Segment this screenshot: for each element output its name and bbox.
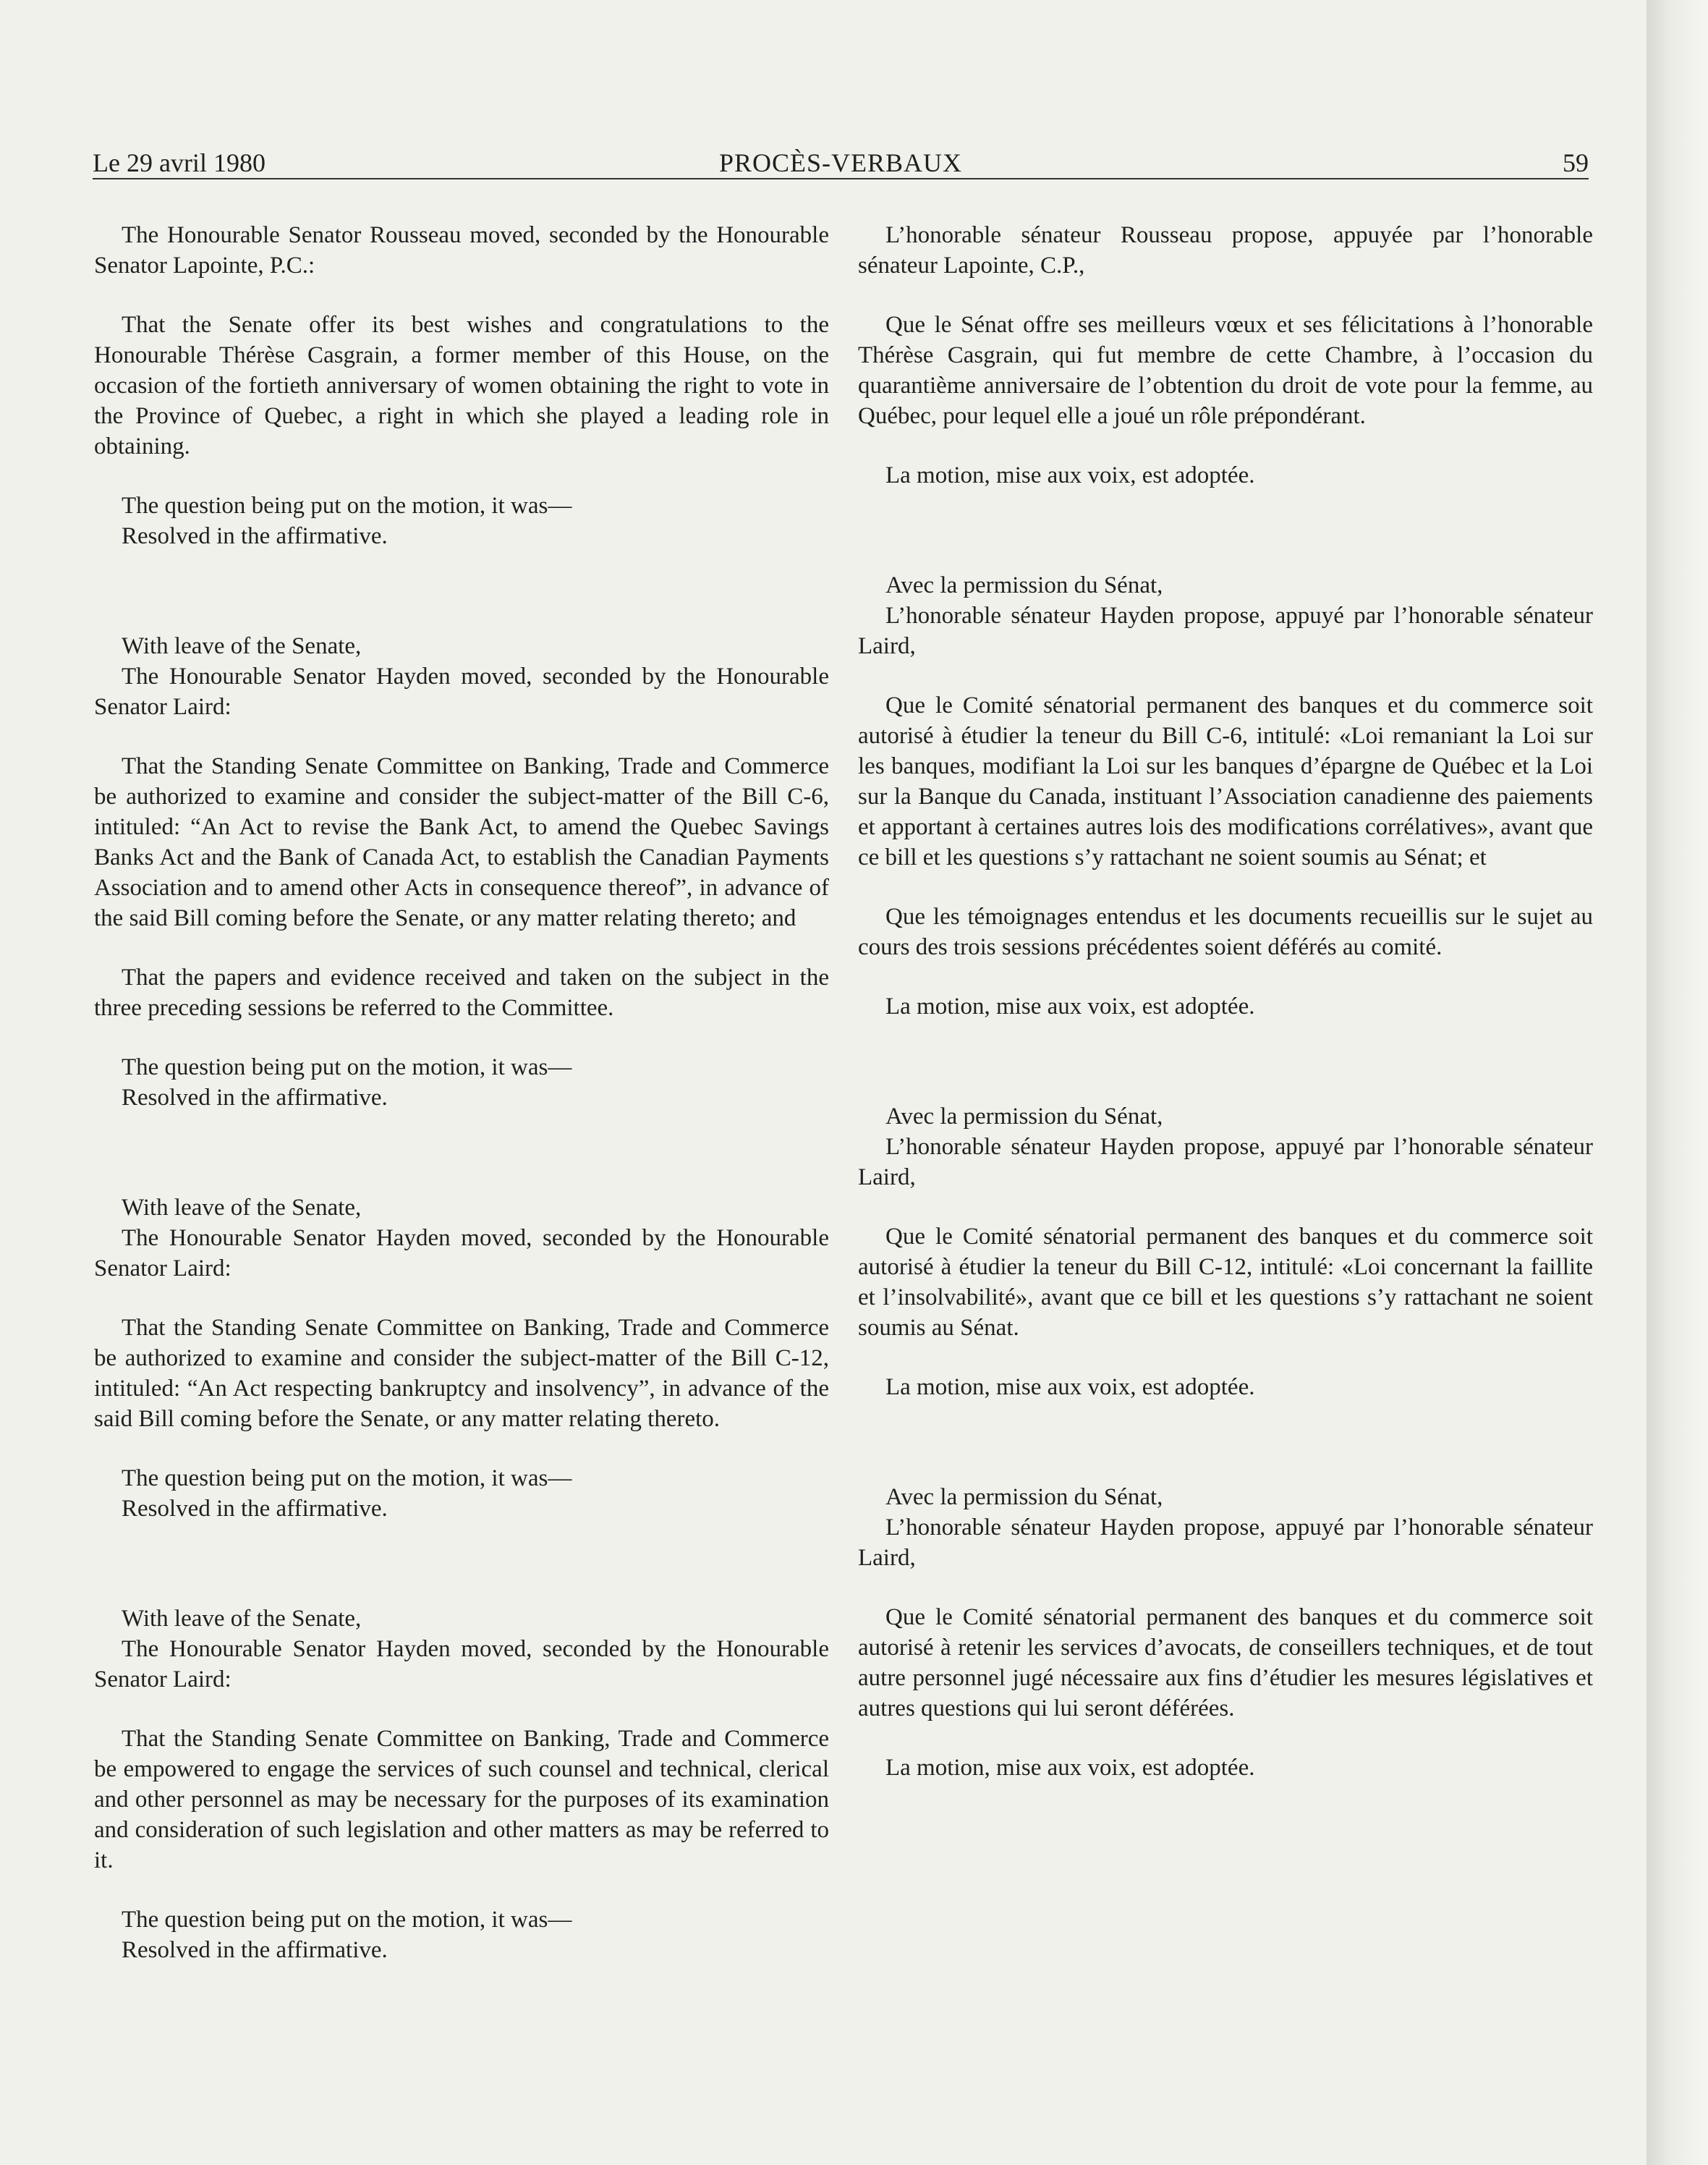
- motion-text-fr: Que le Comité sénatorial permanent des banques et du commerce soit autorisé à étudier la teneur du Bill C-12, intitulé: «Loi concernant la faillite et l’insolvabilité», avant que ce bill et les questions s’y rattachant ne soient soumis au Sénat.: [858, 1224, 1593, 1341]
- motion-text: That the Standing Senate Committee on Banking, Trade and Commerce be empowered to engage the services of such counsel and technical, clerical and other personnel as may be necessary for the purposes of its examination and consideration of such legislation and other matters as may be referred to it.: [94, 1726, 829, 1873]
- motion-text: That the Senate offer its best wishes and congratulations to the Honourable Thérèse Casgrain, a former member of this House, on the occasion of the fortieth anniversary of women obtaining the right to vote in the Province of Quebec, a right in which she played a leading role in obtaining.: [94, 312, 829, 459]
- adoption-line-fr: La motion, mise aux voix, est adoptée.: [885, 1755, 1255, 1781]
- leave-line-fr: Avec la permission du Sénat,: [885, 572, 1163, 598]
- motion-intro: The Honourable Senator Hayden moved, seconded by the Honourable Senator Laird:: [94, 1225, 829, 1281]
- leave-line-fr: Avec la permission du Sénat,: [885, 1103, 1163, 1130]
- adoption-line-fr: La motion, mise aux voix, est adoptée.: [885, 462, 1255, 488]
- question-line: The question being put on the motion, it was—: [122, 1465, 572, 1491]
- motion-intro: The Honourable Senator Hayden moved, seconded by the Honourable Senator Laird:: [94, 1636, 829, 1692]
- resolution-line: Resolved in the affirmative.: [122, 1085, 388, 1111]
- question-line: The question being put on the motion, it was—: [122, 493, 572, 519]
- resolution-line: Resolved in the affirmative.: [122, 1496, 388, 1522]
- page-edge: [1647, 0, 1708, 2165]
- resolution-line: Resolved in the affirmative.: [122, 1937, 388, 1963]
- motion-intro-fr: L’honorable sénateur Rousseau propose, appuyée par l’honorable sénateur Lapointe, C.P.,: [858, 222, 1593, 279]
- page-number: 59: [1563, 148, 1589, 177]
- motion-text-fr: Que le Sénat offre ses meilleurs vœux et ses félicitations à l’honorable Thérèse Casgrain, qui fut membre de cette Chambre, à l’occasion du quarantième anniversaire de l’obtention du droit de vote pour la femme, au Québec, pour lequel elle a joué un rôle prépondérant.: [858, 312, 1593, 429]
- question-line: The question being put on the motion, it was—: [122, 1054, 572, 1080]
- header-title: PROCÈS-VERBAUX: [718, 148, 963, 177]
- leave-line: With leave of the Senate,: [122, 1606, 362, 1632]
- motion-text: That the Standing Senate Committee on Banking, Trade and Commerce be authorized to examine and consider the subject-matter of the Bill C-6, intituled: “An Act to revise the Bank Act, to amend the Quebec Savings Banks Act and the Bank of Canada Act, to establish the Canadian Payments Association and to amend other Acts in consequence thereof”, in advance of the said Bill coming before the Senate, or any matter relating thereto; and: [94, 753, 829, 931]
- english-column: [94, 220, 829, 1965]
- leave-line: With leave of the Senate,: [122, 633, 362, 659]
- leave-line-fr: Avec la permission du Sénat,: [885, 1484, 1163, 1510]
- motion-text-fr: Que le Comité sénatorial permanent des banques et du commerce soit autorisé à étudier la teneur du Bill C-6, intitulé: «Loi remaniant la Loi sur les banques, modifiant la Loi sur les banques d’épargne de Québec et la Loi sur la Banque du Canada, instituant l’Association canadienne des paiements et apportant à certaines autres lois des modifications corrélatives», avant que ce bill et les questions s’y rattachant ne soient soumis au Sénat; et: [858, 692, 1593, 870]
- running-header: [93, 142, 1589, 182]
- french-column: [858, 220, 1593, 1783]
- adoption-line-fr: La motion, mise aux voix, est adoptée.: [885, 993, 1255, 1020]
- question-line: The question being put on the motion, it was—: [122, 1907, 572, 1933]
- motion-intro: The Honourable Senator Rousseau moved, seconded by the Honourable Senator Lapointe, P.C.:: [94, 222, 829, 279]
- motion-text-fr: Que les témoignages entendus et les documents recueillis sur le sujet au cours des trois sessions précédentes soient déférés au comité.: [858, 904, 1593, 960]
- adoption-line-fr: La motion, mise aux voix, est adoptée.: [885, 1374, 1255, 1400]
- motion-intro-fr: L’honorable sénateur Hayden propose, appuyé par l’honorable sénateur Laird,: [858, 603, 1593, 659]
- motion-intro-fr: L’honorable sénateur Hayden propose, appuyé par l’honorable sénateur Laird,: [858, 1134, 1593, 1190]
- header-date: Le 29 avril 1980: [93, 148, 265, 177]
- motion-text: That the papers and evidence received and taken on the subject in the three preceding sessions be referred to the Committee.: [94, 965, 829, 1021]
- motion-intro: The Honourable Senator Hayden moved, seconded by the Honourable Senator Laird:: [94, 664, 829, 720]
- resolution-line: Resolved in the affirmative.: [122, 523, 388, 549]
- motion-intro-fr: L’honorable sénateur Hayden propose, appuyé par l’honorable sénateur Laird,: [858, 1514, 1593, 1571]
- motion-text: That the Standing Senate Committee on Banking, Trade and Commerce be authorized to examine and consider the subject-matter of the Bill C-12, intituled: “An Act respecting bankruptcy and insolvency”, in advance of the said Bill coming before the Senate, or any matter relating thereto.: [94, 1315, 829, 1432]
- header-rule: [93, 178, 1589, 179]
- motion-text-fr: Que le Comité sénatorial permanent des banques et du commerce soit autorisé à retenir les services d’avocats, de conseillers techniques, et de tout autre personnel jugé nécessaire aux fins d’étudier les mesures législatives et autres questions qui lui seront déférées.: [858, 1604, 1593, 1721]
- leave-line: With leave of the Senate,: [122, 1195, 362, 1221]
